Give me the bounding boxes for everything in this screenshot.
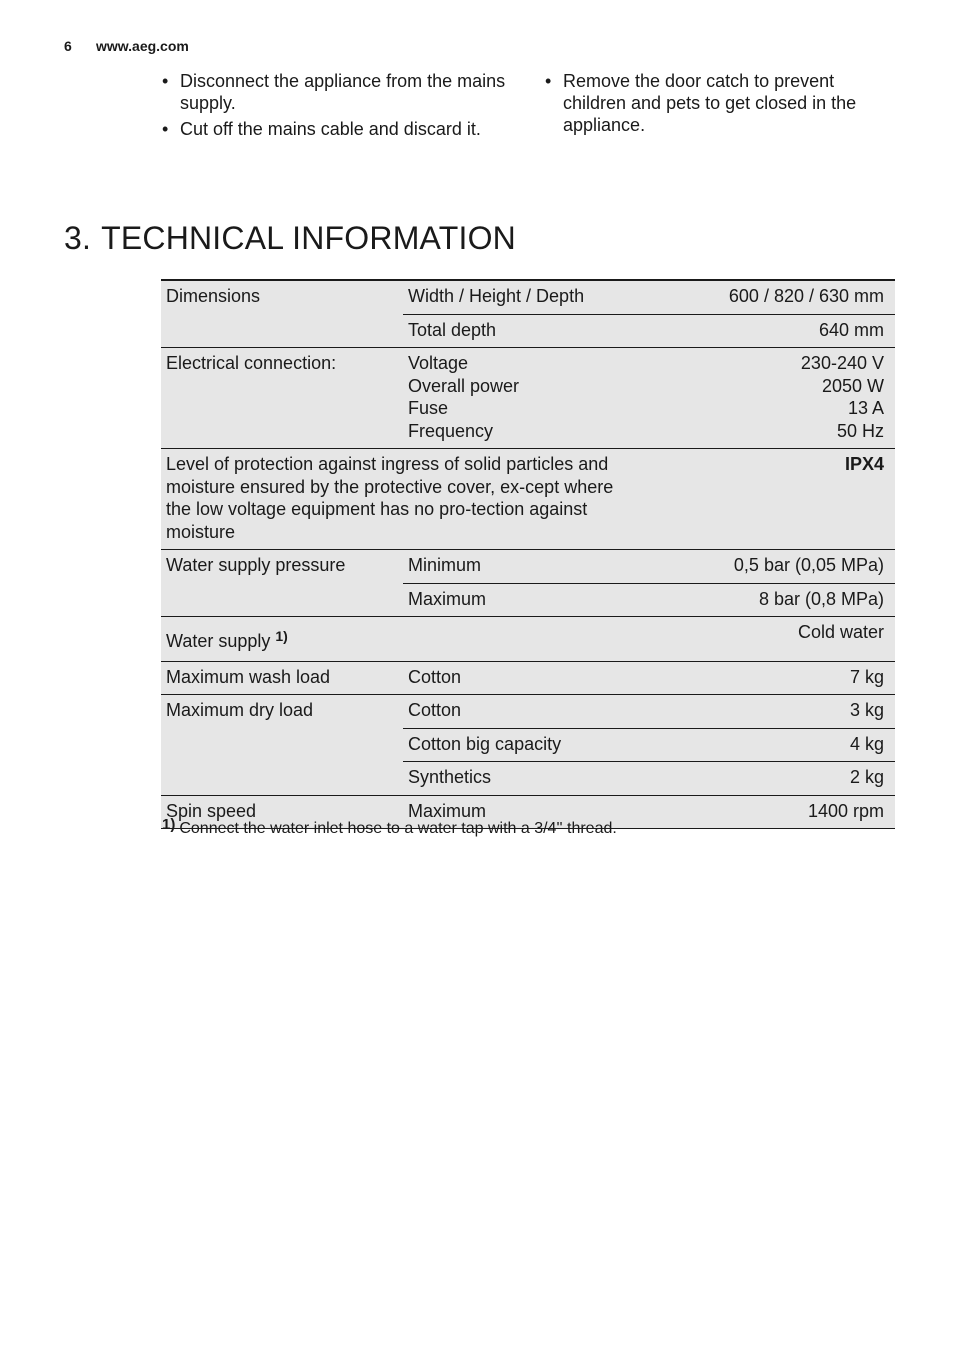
table-row — [161, 449, 895, 550]
param-label: Width / Height / Depth — [408, 286, 585, 306]
empty-cell — [403, 617, 679, 662]
footnote-ref: 1) — [275, 628, 288, 644]
power-label: Overall power — [408, 375, 520, 396]
water-supply-label: Water supply — [166, 631, 271, 651]
bullet-item — [543, 70, 895, 136]
footnote — [162, 816, 617, 838]
param-labels — [403, 348, 679, 449]
bullet-item — [160, 70, 543, 114]
site-url: www.aeg.com — [96, 38, 189, 54]
bullet-text: Remove the door catch to prevent children and pets to get closed in the appliance. — [563, 71, 857, 135]
row-label — [161, 617, 403, 662]
row-label: Water supply pressure — [161, 550, 403, 617]
bullet-text: Disconnect the appliance from the mains supply. — [180, 71, 506, 113]
param-value: 2 kg — [679, 762, 895, 796]
page-number: 6 — [64, 38, 72, 54]
table-row — [161, 695, 895, 729]
param-value: 4 kg — [679, 728, 895, 762]
param-value: 8 bar (0,8 MPa) — [679, 583, 895, 617]
param-values — [679, 348, 895, 449]
param-label: Cotton — [403, 661, 679, 695]
param-label: Total depth — [403, 314, 679, 348]
table-row — [161, 617, 895, 662]
power-value: 2050 W — [821, 375, 884, 396]
frequency-value: 50 Hz — [836, 420, 884, 441]
table-row — [161, 280, 895, 314]
voltage-label: Voltage — [408, 353, 469, 373]
param-label: Cotton — [403, 695, 679, 729]
frequency-label: Frequency — [408, 420, 494, 441]
param-label: Minimum — [403, 550, 679, 584]
footnote-mark: 1) — [162, 816, 176, 833]
row-label: Level of protection against ingress of solid particles and moisture ensured by the protective cover, ex-cept where the low voltage equipment has no pro-tection against moisture — [161, 449, 679, 550]
param-label: Maximum — [403, 583, 679, 617]
voltage-value: 230-240 V — [800, 353, 884, 373]
safety-bullets — [160, 70, 895, 144]
row-label: Maximum wash load — [161, 661, 403, 695]
param-label: Cotton big capacity — [403, 728, 679, 762]
row-label: Dimensions — [166, 286, 261, 306]
param-value: 1400 rpm — [679, 795, 895, 829]
bullet-text: Cut off the mains cable and discard it. — [180, 119, 481, 139]
bullet-column-left — [160, 70, 543, 144]
fuse-value: 13 A — [847, 398, 884, 418]
section-title-text: TECHNICAL INFORMATION — [101, 220, 516, 256]
row-label: Electrical connection: — [161, 348, 403, 449]
bullet-icon: • — [162, 119, 169, 139]
param-value: 0,5 bar (0,05 MPa) — [679, 550, 895, 584]
bullet-icon: • — [162, 71, 169, 91]
row-label: Maximum dry load — [161, 695, 403, 796]
table-row — [161, 348, 895, 449]
table-row — [161, 661, 895, 695]
bullet-item — [160, 118, 543, 140]
param-value: 600 / 820 / 630 mm — [728, 286, 884, 306]
param-value: 3 kg — [679, 695, 895, 729]
param-label: Synthetics — [403, 762, 679, 796]
param-value: IPX4 — [679, 449, 895, 550]
table-row — [161, 550, 895, 584]
fuse-label: Fuse — [408, 398, 449, 418]
bullet-icon: • — [545, 71, 552, 91]
footnote-text: Connect the water inlet hose to a water tap with a 3/4'' thread. — [179, 820, 617, 837]
page-header — [64, 38, 189, 54]
technical-info-table — [161, 279, 895, 829]
param-value: 640 mm — [679, 314, 895, 348]
param-label: Maximum — [403, 795, 679, 829]
row-label: Spin speed — [161, 795, 403, 829]
section-title — [64, 220, 516, 257]
section-number: 3. — [64, 220, 92, 256]
bullet-column-right — [543, 70, 895, 144]
param-value: Cold water — [679, 617, 895, 662]
param-value: 7 kg — [679, 661, 895, 695]
